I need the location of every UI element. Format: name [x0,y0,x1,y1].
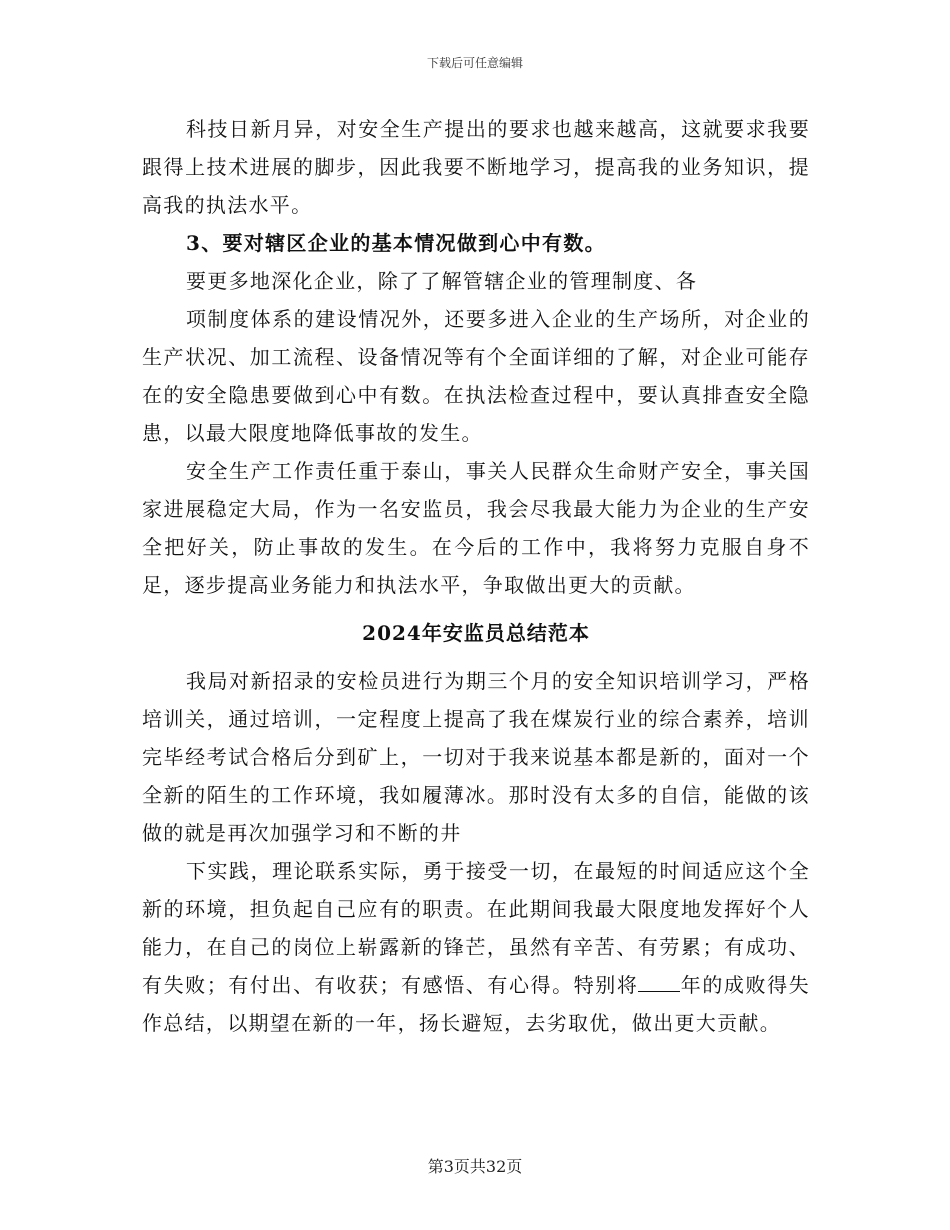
blank-underline [638,969,680,992]
page-header: 下载后可任意编辑 [426,56,523,70]
paragraph: 科技日新月异，对安全生产提出的要求也越来越高，这就要求我要跟得上技术进展的脚步，因此我要不断地学习，提高我的业务知识，提高我的执法水平。 [142,117,810,217]
paragraph: 项制度体系的建设情况外，还要多进入企业的生产场所，对企业的生产状况、加工流程、设备情况等有个全面详细的了解，对企业可能存在的安全隐患要做到心中有数。在执法检查过程中，要认真排查安全隐患，以最大限度地降低事故的发生。 [142,307,810,445]
page-footer: 第3页共32页 [427,1157,523,1176]
paragraph: 安全生产工作责任重于泰山，事关人民群众生命财产安全，事关国家进展稳定大局，作为一名安监员，我会尽我最大能力为企业的生产安全把好关，防止事故的发生。在今后的工作中，我将努力克服自身不足，逐步提高业务能力和执法水平，争取做出更大的贡献。 [142,459,810,597]
paragraph [142,852,810,1042]
document-body [142,110,810,1042]
paragraph-text: 下实践，理论联系实际，勇于接受一切，在最短的时间适应这个全新的环境，担负起自己应有的职责。在此期间我最大限度地发挥好个人能力，在自己的岗位上崭露新的锋芒，虽然有辛苦、有劳累；有成功、有失败；有付出、有收获；有感悟、有心得。特别将 [142,859,810,997]
paragraph: 我局对新招录的安检员进行为期三个月的安全知识培训学习，严格培训关，通过培训，一定程度上提高了我在煤炭行业的综合素养，培训完毕经考试合格后分到矿上，一切对于我来说基本都是新的，面对一个全新的陌生的工作环境，我如履薄冰。那时没有太多的自信，能做的该做的就是再次加强学习和不断的井 [142,669,810,845]
paragraph-text: 年的成败得失作总结，以期望在新的一年，扬长避短，去劣取优，做出更大贡献。 [142,973,810,1035]
paragraph: 要更多地深化企业，除了了解管辖企业的管理制度、各 [186,269,698,293]
section-heading: 3、要对辖区企业的基本情况做到心中有数。 [186,231,606,255]
document-title: 2024年安监员总结范本 [362,621,590,645]
